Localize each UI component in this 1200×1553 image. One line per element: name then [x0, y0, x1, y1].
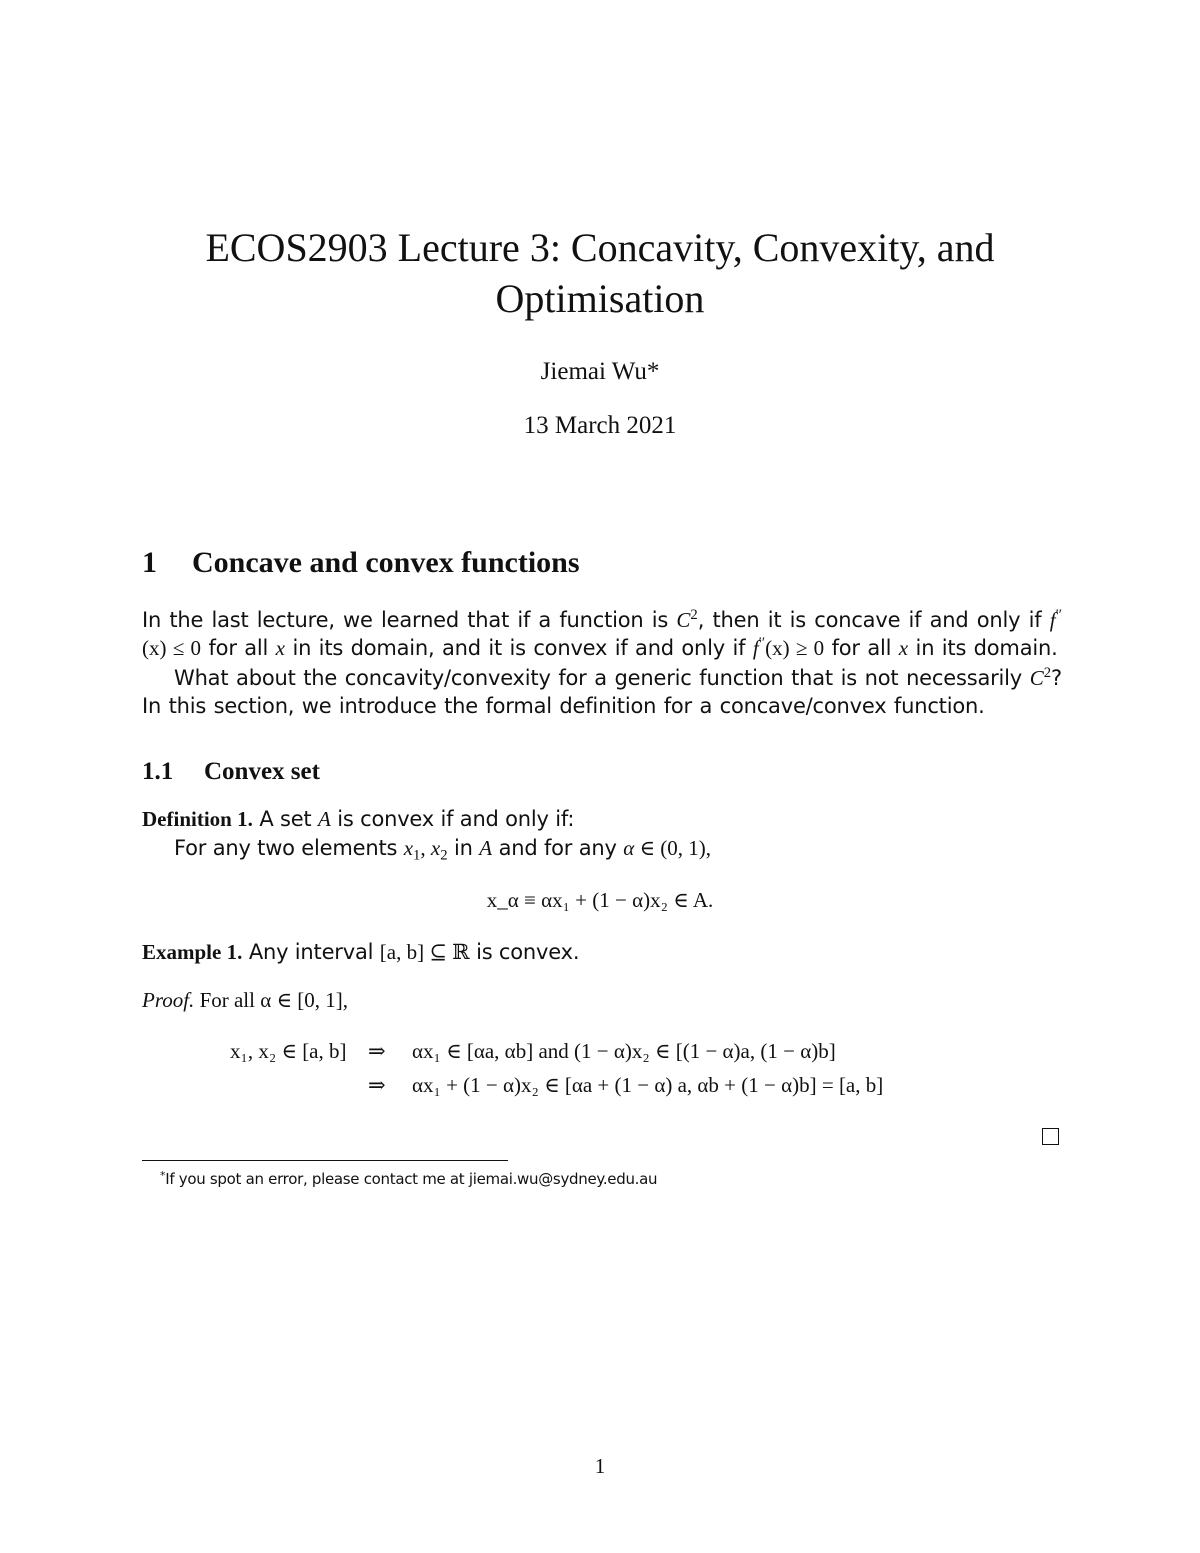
text-run: ? In this section, we introduce the formal definition for a concave/convex function. [142, 666, 1062, 718]
math-symbol: x [430, 836, 441, 860]
math-expression: αx₁ ∈ [αa, αb] [412, 1039, 534, 1063]
intro-paragraph [142, 606, 1062, 662]
footnote-mark: * [160, 1169, 166, 1182]
text-run: in its domain. [908, 636, 1058, 660]
math-symbol: A [479, 836, 493, 860]
proof-block [142, 986, 348, 1014]
definition-condition [174, 834, 711, 862]
math-superscript: ′′ [1055, 606, 1062, 623]
equation-rhs: αx₁ + (1 − α)x₂ ∈ [αa + (1 − α) a, αb + (1 − α)b] = [a, b] [412, 1073, 884, 1097]
math-subscript: 1 [413, 847, 421, 864]
math-expression: (x) ≥ 0 [765, 636, 825, 660]
text-run: and for any [492, 836, 624, 860]
subsection-title: Convex set [204, 758, 320, 785]
text-run: for all [824, 636, 899, 660]
math-symbol: f [752, 636, 759, 660]
subsection-number: 1.1 [142, 758, 174, 785]
math-expression: [a, b] ⊆ ℝ [379, 940, 470, 964]
math-symbol: α [623, 836, 635, 860]
qed-square-icon [1042, 1128, 1059, 1145]
equation-rhs [412, 1037, 836, 1065]
text-run: , then it is concave if and only if [697, 608, 1050, 632]
example-block [142, 938, 579, 966]
implies-symbol: ⇒ [368, 1073, 386, 1097]
text-run: is convex. [469, 940, 580, 964]
subsection-heading [142, 756, 320, 788]
math-symbol: x [898, 636, 909, 660]
text-run: and [533, 1039, 575, 1063]
text-run: for all [201, 636, 276, 660]
math-superscript: 2 [1043, 664, 1052, 681]
text-run: , [420, 836, 431, 860]
page-title: ECOS2903 Lecture 3: Concavity, Convexity, and Optimisation [205, 225, 995, 321]
footnote [160, 1165, 657, 1190]
text-run: For any two elements [174, 836, 404, 860]
math-expression: ∈ (0, 1), [634, 836, 711, 860]
text-run: is convex if and only if: [330, 807, 575, 831]
text-run: A set [252, 807, 318, 831]
text-run: In the last lecture, we learned that if a function is [142, 608, 677, 632]
section-heading [142, 545, 580, 581]
math-symbol: C [1029, 666, 1044, 690]
definition-label: Definition 1. [142, 807, 253, 831]
publication-date: 13 March 2021 [523, 412, 677, 439]
definition-block [142, 805, 1062, 833]
page-number: 1 [594, 1454, 606, 1478]
math-expression: (x) ≤ 0 [142, 636, 202, 660]
display-equation: x_α ≡ αx₁ + (1 − α)x₂ ∈ A. [486, 888, 714, 912]
text-run: What about the concavity/convexity for a generic function that is not necessarily [174, 666, 1030, 690]
example-label: Example 1. [142, 940, 243, 964]
text-run: Any interval [242, 940, 380, 964]
text-run: in its domain, and it is convex if and only if [284, 636, 753, 660]
implies-symbol: ⇒ [368, 1039, 386, 1063]
math-symbol: x [403, 836, 414, 860]
math-subscript: 2 [440, 847, 448, 864]
text-run: For all [194, 988, 261, 1012]
math-superscript: ′′ [758, 634, 766, 651]
equation-lhs: x₁, x₂ ∈ [a, b] [230, 1039, 347, 1063]
math-symbol: f [1049, 608, 1056, 632]
text-run: in [447, 836, 480, 860]
proof-label: Proof. [142, 988, 195, 1012]
math-expression: (1 − α)x₂ ∈ [(1 − α)a, (1 − α)b] [574, 1039, 836, 1063]
section-title: Concave and convex functions [192, 546, 580, 579]
math-expression: α ∈ [0, 1], [260, 988, 349, 1012]
author-name: Jiemai Wu* [540, 358, 660, 385]
footnote-text: If you spot an error, please contact me at jiemai.wu@sydney.edu.au [165, 1170, 658, 1188]
math-symbol: C [676, 608, 691, 632]
math-symbol: A [317, 807, 331, 831]
section-number: 1 [142, 546, 157, 579]
math-symbol: x [275, 636, 285, 660]
footnote-rule [142, 1160, 508, 1161]
math-superscript: 2 [690, 606, 698, 623]
second-paragraph [142, 664, 1062, 720]
